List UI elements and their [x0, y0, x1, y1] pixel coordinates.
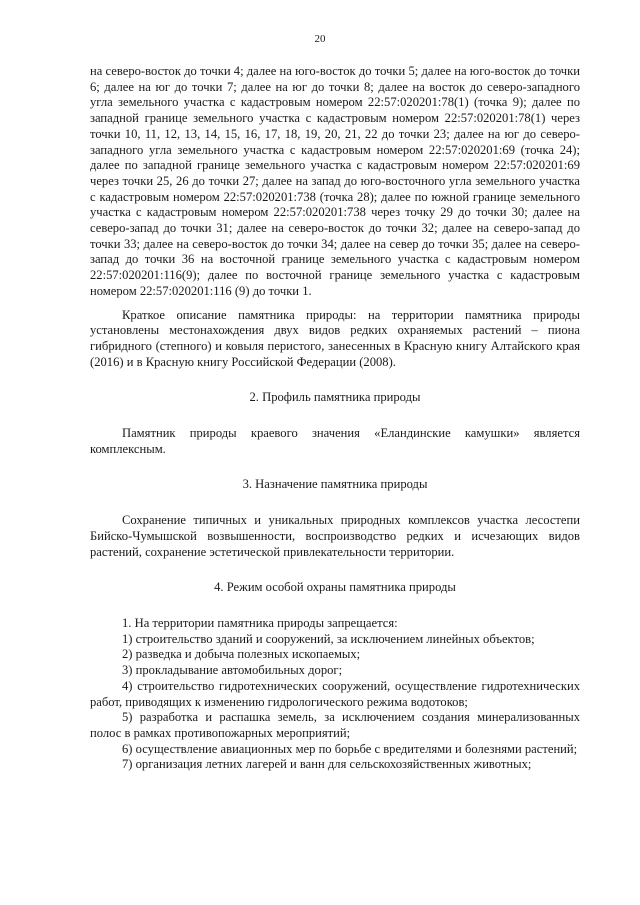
- list-item: 7) организация летних лагерей и ванн для сельскохозяйственных животных;: [122, 757, 532, 772]
- section-heading-profile: 2. Профиль памятника природы: [249, 390, 421, 405]
- brief-description-paragraph: Краткое описание памятника природы: на территории памятника природы установлены местонахождения двух видов редких охраняемых растений – пиона гибридного (степного) и ковыля перистого, занесенных в Красную книгу Алтайского края (2016) и в Красную книгу Российской Федерации (2008).: [90, 307, 580, 369]
- list-item: 6) осуществление авиационных мер по борьбе с вредителями и болезнями растений;: [122, 741, 578, 756]
- list-item: 4) строительство гидротехнических сооружений, осуществление гидротехнических работ, приводящих к изменению гидрологического режима водотоков;: [90, 678, 580, 709]
- list-item: 1. На территории памятника природы запрещается:: [122, 615, 398, 630]
- list-item: 1) строительство зданий и сооружений, за исключением линейных объектов;: [122, 631, 535, 646]
- protection-regime-list: [90, 616, 580, 773]
- list-item: 5) разработка и распашка земель, за исключением создания минерализованных полос в рамках противопожарных мероприятий;: [90, 710, 580, 740]
- page-content: [90, 64, 580, 773]
- boundary-description-continuation: на северо-восток до точки 4; далее на юго-восток до точки 5; далее на юго-восток до точки 6; далее на юг до точки 7; далее на юг до точки 8; далее на восток до северо-западного угла земельного участка с кадастровым номером 22:57:020201:78(1) (точка 9); далее по западной границе земельного участка с кадастровым номером 22:57:020201:78(1) через точки 10, 11, 12, 13, 14, 15, 16, 17, 18, 19, 20, 21, 22 до точки 23; далее на юг до северо-западного угла земельного участка с кадастровым номером 22:57:020201:69 (точка 24); далее по западной границе земельного участка с кадастровым номером 22:57:020201:69 через точки 25, 26 до точки 27; далее на запад до юго-восточного угла земельного участка с кадастровым номером 22:57:020201:738 (точка 28); далее по южной границе земельного участка с кадастровым номером 22:57:020201:738 через точку 29 до точки 30; далее на северо-запад до точки 31; далее на северо-восток до точки 32; далее на северо-запад до точки 33; далее на северо-восток до точки 34; далее на север до точки 35; далее на северо-запад до точки 36 на восточной границе земельного участка с кадастровым номером 22:57:020201:116(9); далее по восточной границе земельного участка с кадастровым номером 22:57:020201:116 (9) до точки 1.: [90, 64, 580, 298]
- page-number: 20: [314, 33, 326, 45]
- profile-paragraph: Памятник природы краевого значения «Еландинские камушки» является комплексным.: [90, 426, 580, 456]
- purpose-paragraph: Сохранение типичных и уникальных природных комплексов участка лесостепи Бийско-Чумышской возвышенности, воспроизводство редких и исчезающих видов растений, сохранение эстетической привлекательности территории.: [90, 513, 580, 559]
- list-item: 3) прокладывание автомобильных дорог;: [122, 663, 343, 678]
- list-item: 2) разведка и добыча полезных ископаемых;: [122, 647, 361, 662]
- section-heading-purpose: 3. Назначение памятника природы: [242, 477, 428, 492]
- section-heading-protection-regime: 4. Режим особой охраны памятника природы: [214, 580, 456, 595]
